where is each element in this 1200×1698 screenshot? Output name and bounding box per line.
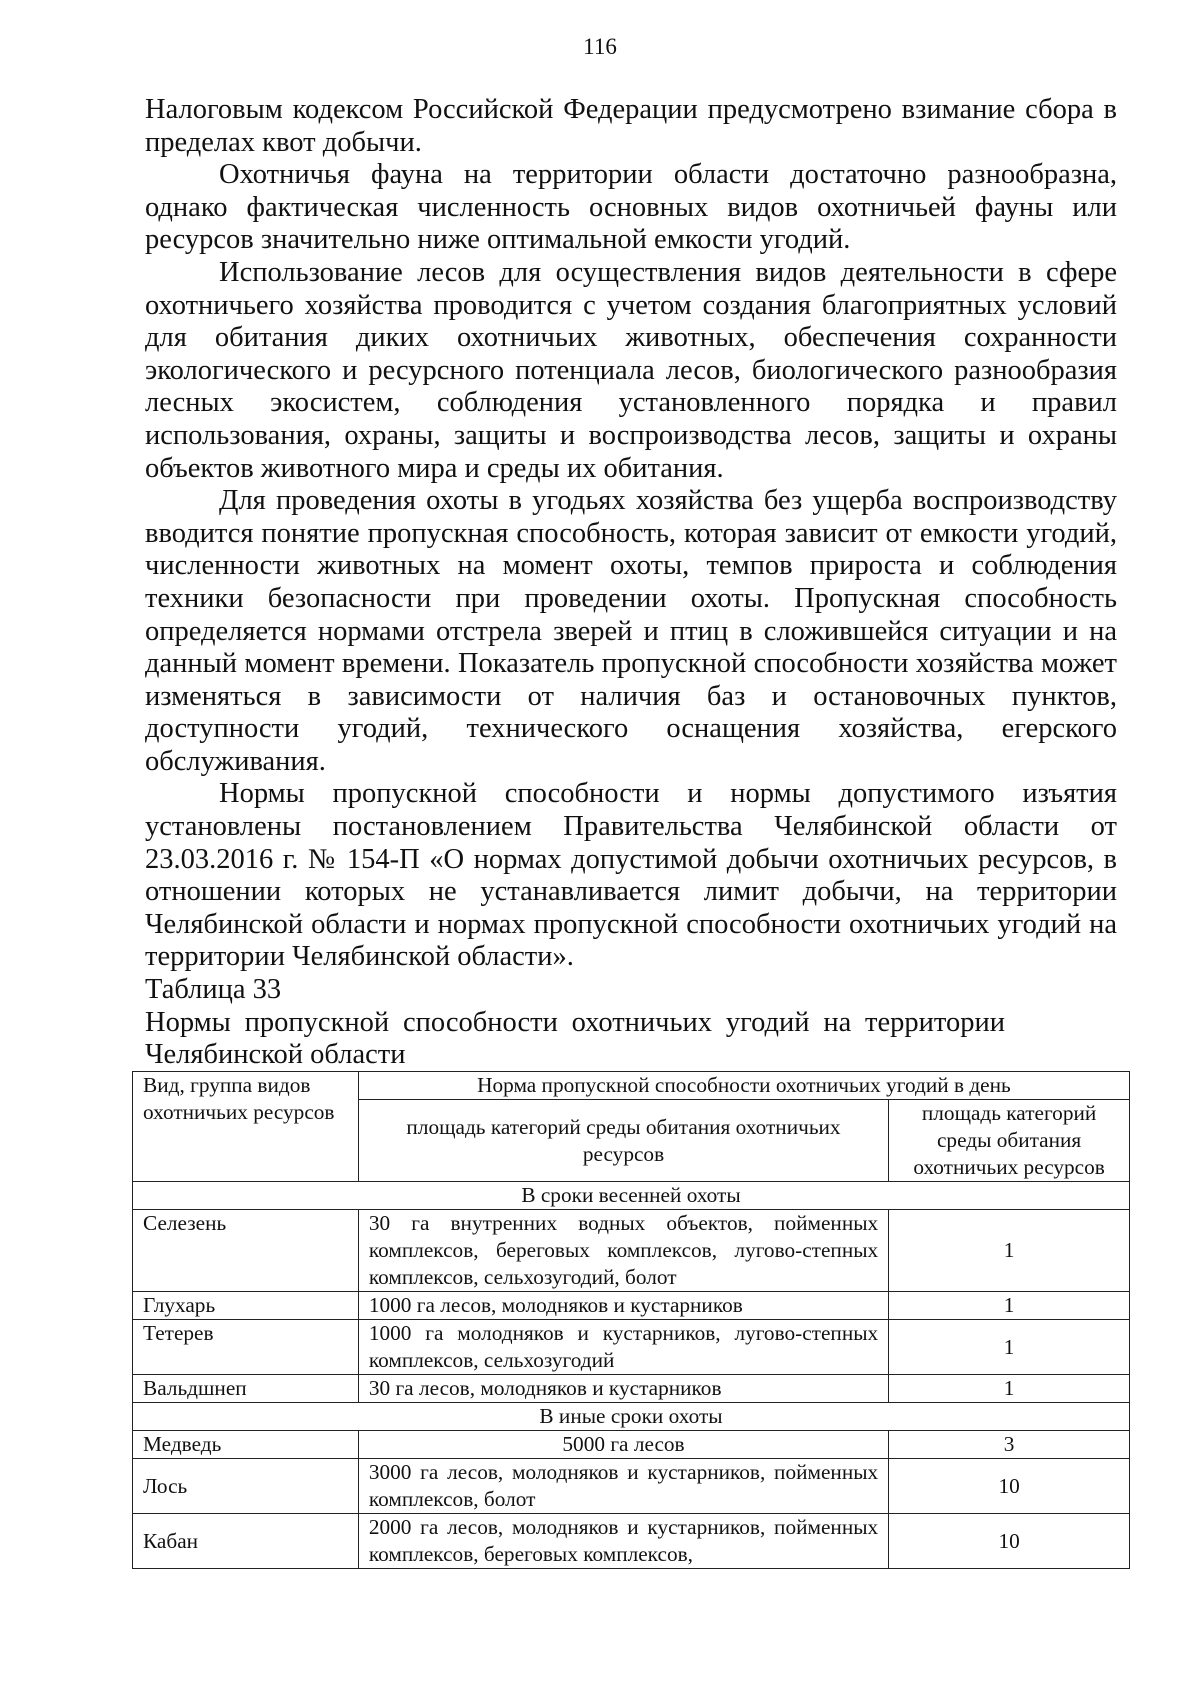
species-cell: Селезень <box>133 1210 359 1292</box>
header-area: площадь категорий среды обитания охотничьих ресурсов <box>358 1100 888 1182</box>
norm-cell: 10 <box>889 1514 1130 1569</box>
table-label: Таблица 33 <box>145 974 282 1006</box>
page-number: 116 <box>583 34 617 59</box>
area-cell: 1000 га лесов, молодняков и кустарников <box>358 1292 888 1320</box>
species-cell: Лось <box>133 1459 359 1514</box>
table-row <box>133 1431 1130 1459</box>
paragraph: Нормы пропускной способности и нормы допустимого изъятия установлены постановлением Правительства Челябинской области от 23.03.2016 г. № 154-П «О нормах допустимой добычи охотничьих ресурсов, в отношении которых не устанавливается лимит добычи, на территории Челябинской области и нормах пропускной способности охотничьих угодий на территории Челябинской области». <box>145 778 1117 973</box>
norm-cell: 1 <box>889 1320 1130 1375</box>
norm-cell: 3 <box>889 1431 1130 1459</box>
norm-cell: 1 <box>889 1210 1130 1292</box>
table-row <box>133 1292 1130 1320</box>
section-row <box>133 1182 1130 1210</box>
header-group: Норма пропускной способности охотничьих угодий в день <box>358 1072 1129 1100</box>
area-cell: 30 га внутренних водных объектов, пойменных комплексов, береговых комплексов, лугово-степных комплексов, сельхозугодий, болот <box>358 1210 888 1292</box>
species-cell: Тетерев <box>133 1320 359 1375</box>
paragraph: Использование лесов для осуществления видов деятельности в сфере охотничьего хозяйства проводится с учетом создания благоприятных условий для обитания диких охотничьих животных, обеспечения сохранности экологического и ресурсного потенциала лесов, биологического разнообразия лесных экосистем, соблюдения установленного порядка и правил использования, охраны, защиты и воспроизводства лесов, защиты и охраны объектов животного мира и среды их обитания. <box>145 256 1117 484</box>
table-row <box>133 1375 1130 1403</box>
table-row <box>133 1210 1130 1292</box>
header-norm: площадь категорий среды обитания охотничьих ресурсов <box>889 1100 1130 1182</box>
area-cell: 1000 га молодняков и кустарников, лугово-степных комплексов, сельхозугодий <box>358 1320 888 1375</box>
section-title: В иные сроки охоты <box>133 1403 1130 1431</box>
area-cell: 30 га лесов, молодняков и кустарников <box>358 1375 888 1403</box>
section-title: В сроки весенней охоты <box>133 1182 1130 1210</box>
table-title: Нормы пропускной способности охотничьих угодий на территории Челябинской области <box>145 1006 1005 1071</box>
section-row <box>133 1403 1130 1431</box>
area-cell: 5000 га лесов <box>358 1431 888 1459</box>
norm-cell: 1 <box>889 1375 1130 1403</box>
table-header-row <box>133 1072 1130 1100</box>
paragraph: Налоговым кодексом Российской Федерации предусмотрено взимание сбора в пределах квот добычи. <box>145 94 1117 158</box>
species-cell: Глухарь <box>133 1292 359 1320</box>
table-row <box>133 1459 1130 1514</box>
area-cell: 2000 га лесов, молодняков и кустарников, пойменных комплексов, береговых комплексов, <box>358 1514 888 1569</box>
norm-cell: 1 <box>889 1292 1130 1320</box>
paragraph: Охотничья фауна на территории области достаточно разнообразна, однако фактическая численность основных видов охотничьей фауны или ресурсов значительно ниже оптимальной емкости угодий. <box>145 159 1117 256</box>
document-body <box>145 94 1117 1072</box>
area-cell: 3000 га лесов, молодняков и кустарников, пойменных комплексов, болот <box>358 1459 888 1514</box>
table-row <box>133 1514 1130 1569</box>
species-cell: Вальдшнеп <box>133 1375 359 1403</box>
paragraph: Для проведения охоты в угодьях хозяйства без ущерба воспроизводству вводится понятие пропускная способность, которая зависит от емкости угодий, численности животных на момент охоты, темпов прироста и соблюдения техники безопасности при проведении охоты. Пропускная способность определяется нормами отстрела зверей и птиц в сложившейся ситуации и на данный момент времени. Показатель пропускной способности хозяйства может изменяться в зависимости от наличия баз и остановочных пунктов, доступности угодий, технического оснащения хозяйства, егерского обслуживания. <box>145 485 1117 777</box>
header-species: Вид, группа видов охотничьих ресурсов <box>133 1072 359 1182</box>
species-cell: Медведь <box>133 1431 359 1459</box>
table-row <box>133 1320 1130 1375</box>
species-cell: Кабан <box>133 1514 359 1569</box>
norms-table <box>132 1071 1130 1569</box>
norm-cell: 10 <box>889 1459 1130 1514</box>
